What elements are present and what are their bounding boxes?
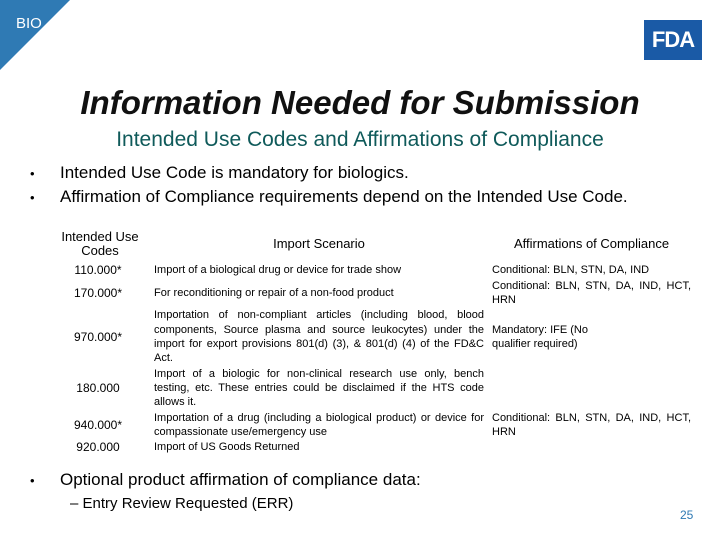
code-cell: 110.000*	[74, 263, 122, 278]
affirmation-cell-empty	[488, 440, 695, 455]
bio-label: BIO	[16, 15, 42, 32]
table-row	[50, 366, 695, 410]
bullet-item	[30, 163, 628, 187]
sub-bullet-dash: –	[70, 495, 79, 512]
table-row	[50, 440, 695, 455]
affirmation-cell: Conditional: BLN, STN, DA, IND, HCT, HRN	[492, 279, 691, 306]
slide-title: Information Needed for Submission	[80, 84, 640, 121]
affirmation-cell: Conditional: BLN, STN, DA, IND, HCT, HRN	[492, 411, 691, 438]
sub-bullet-text: Entry Review Requested (ERR)	[82, 495, 294, 512]
header-affirmations: Affirmations of Compliance	[513, 236, 670, 251]
bullet-dot-icon: •	[30, 166, 35, 181]
code-cell: 180.000	[76, 380, 120, 395]
scenario-cell: Importation of a drug (including a biological product) or device for compassionate use/emergency use	[154, 411, 484, 438]
code-cell: 170.000*	[73, 285, 123, 300]
scenario-cell: Importation of non-compliant articles (including blood, blood components, Source plasma and source leukocytes) under the import for export provisions 801(d) (3), & 801(d) (4) of the FD&C Act.	[154, 309, 484, 365]
fda-logo: FDA	[644, 20, 702, 60]
bullet-dot-icon: •	[30, 190, 35, 205]
intended-use-codes-table	[50, 225, 695, 455]
bullet-text: Intended Use Code is mandatory for biologics.	[60, 163, 409, 182]
optional-bullet-text: Optional product affirmation of compliance data:	[60, 470, 421, 489]
bullet-dot-icon: •	[30, 473, 35, 488]
scenario-cell: For reconditioning or repair of a non-food product	[154, 286, 394, 299]
scenario-cell: Import of a biologic for non-clinical research use only, bench testing, etc. These entries could be disclaimed if the HTS code allows it.	[154, 367, 484, 409]
table-row	[50, 308, 695, 366]
page-number: 25	[680, 508, 694, 522]
table-row	[50, 263, 695, 278]
optional-bullet	[30, 470, 421, 490]
code-cell: 970.000*	[73, 329, 123, 344]
header-import-scenario: Import Scenario	[273, 236, 365, 251]
code-cell: 940.000*	[73, 417, 123, 432]
affirmation-cell-empty	[488, 366, 695, 410]
table-row	[50, 278, 695, 308]
bio-corner-tab	[0, 0, 70, 70]
bullet-item	[30, 187, 628, 211]
affirmation-cell: Conditional: BLN, STN, DA, IND	[492, 264, 650, 277]
header-intended-use-codes: Intended Use Codes	[61, 229, 139, 258]
table-header-row	[50, 225, 695, 263]
affirmation-cell	[488, 308, 695, 366]
bullet-text: Affirmation of Compliance requirements depend on the Intended Use Code.	[60, 187, 628, 206]
affirmation-text: Mandatory: IFE (No qualifier required)	[492, 323, 588, 350]
scenario-cell: Import of US Goods Returned	[154, 441, 300, 454]
table-row	[50, 410, 695, 440]
sub-bullet	[70, 495, 293, 512]
slide-subtitle: Intended Use Codes and Affirmations of Compliance	[116, 128, 604, 151]
scenario-cell: Import of a biological drug or device for trade show	[154, 264, 402, 277]
code-cell: 920.000	[76, 440, 120, 455]
bullet-list	[30, 163, 628, 211]
